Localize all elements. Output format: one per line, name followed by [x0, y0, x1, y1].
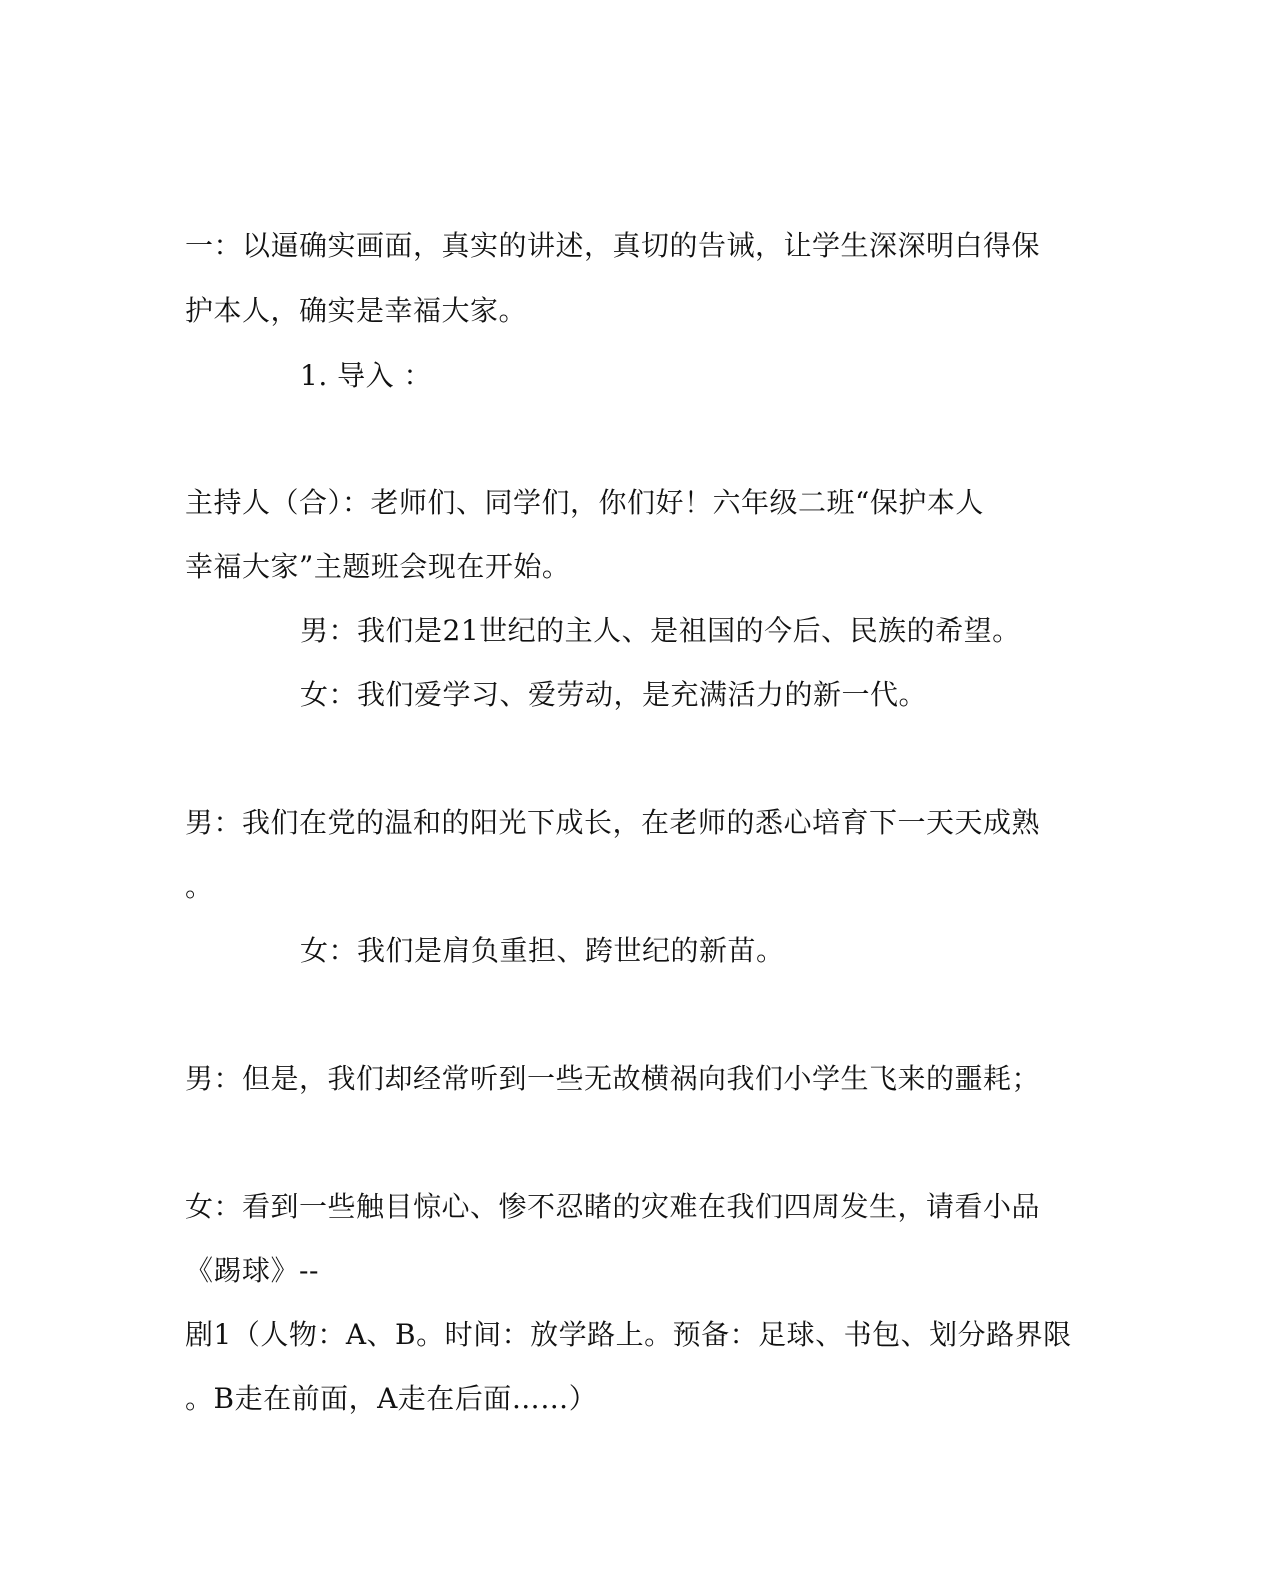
female-line-1: 女：我们爱学习、爱劳动，是充满活力的新一代。 — [300, 678, 928, 711]
female-line-3: 女：看到一些触目惊心、惨不忍睹的灾难在我们四周发生，请看小品 — [185, 1190, 1041, 1223]
female-line-3-cont: 《踢球》-- — [185, 1254, 319, 1287]
scene-description-line-2: 。B走在前面，A走在后面……） — [185, 1382, 598, 1415]
male-line-2-end: 。 — [185, 870, 214, 903]
host-line-1: 主持人（合）：老师们、同学们，你们好！六年级二班“保护本人 — [185, 486, 984, 519]
host-line-2: 幸福大家”主题班会现在开始。 — [185, 550, 571, 583]
male-line-1: 男：我们是21世纪的主人、是祖国的今后、民族的希望。 — [300, 614, 1021, 647]
paragraph-intro-line-2: 护本人，确实是幸福大家。 — [185, 294, 528, 327]
male-line-3: 男：但是，我们却经常听到一些无故横祸向我们小学生飞来的噩耗； — [185, 1062, 1041, 1095]
female-line-2: 女：我们是肩负重担、跨世纪的新苗。 — [300, 934, 785, 967]
scene-description-line-1: 剧1（人物：A、B。时间：放学路上。预备：足球、书包、划分路界限 — [185, 1318, 1072, 1351]
section-heading-introduction: 1. 导入 ： — [300, 359, 433, 392]
paragraph-intro-line-1: 一：以逼确实画面，真实的讲述，真切的告诫，让学生深深明白得保 — [185, 229, 1041, 262]
male-line-2: 男：我们在党的温和的阳光下成长，在老师的悉心培育下一天天成熟 — [185, 806, 1041, 839]
